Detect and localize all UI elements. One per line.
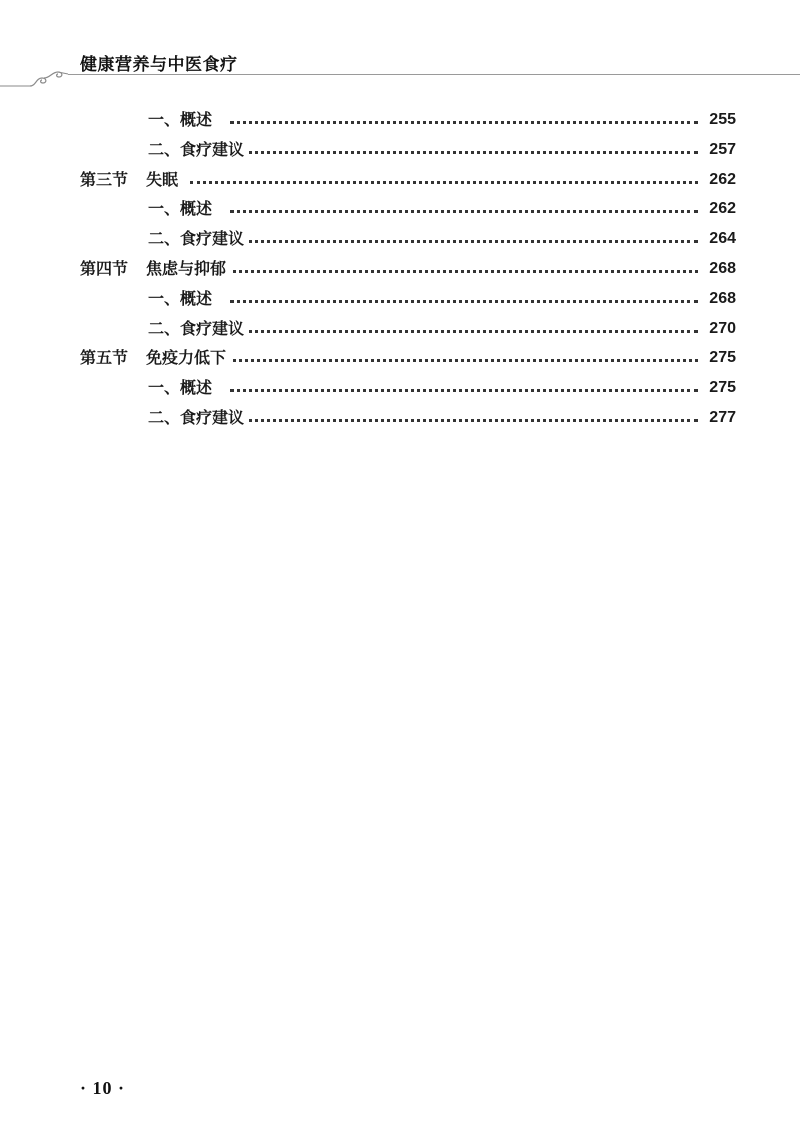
toc-entry-label: 二、食疗建议 [148, 405, 248, 431]
toc-leader-dots [230, 151, 698, 154]
toc-page-number: 275 [700, 345, 736, 371]
toc-subsection-row[interactable] [0, 286, 800, 312]
toc-page-number: 270 [700, 316, 736, 342]
running-header [0, 0, 800, 95]
page-number: · 10 · [80, 1078, 126, 1098]
toc-entry-label [80, 345, 230, 371]
toc-leader-dots [230, 389, 698, 392]
toc-page-number: 277 [700, 405, 736, 431]
toc-leader-dots [230, 121, 698, 124]
toc-leader-dots [230, 240, 698, 243]
toc-subsection-row[interactable] [0, 137, 800, 163]
toc-section-title: 免疫力低下 [146, 348, 227, 368]
cloud-ornament-icon [0, 62, 80, 92]
toc-subsection-row[interactable] [0, 375, 800, 401]
toc-page-number: 268 [700, 286, 736, 312]
toc-page-number: 255 [700, 107, 736, 133]
toc-leader-dots [230, 419, 698, 422]
toc-entry-label [80, 256, 230, 282]
toc-entry-label: 二、食疗建议 [148, 316, 248, 342]
toc-subsection-row[interactable] [0, 405, 800, 431]
toc-leader-dots [190, 270, 698, 273]
toc-subsection-row[interactable] [0, 107, 800, 133]
toc-page-number: 262 [700, 196, 736, 222]
toc-section-row[interactable] [0, 256, 800, 282]
toc-entry-label: 一、概述 [148, 375, 216, 401]
toc-section-number: 第三节 [80, 169, 129, 189]
toc-section-row[interactable] [0, 167, 800, 193]
toc-section-title: 失眠 [146, 169, 179, 189]
toc-page-number: 262 [700, 167, 736, 193]
toc-entry-label: 一、概述 [148, 286, 216, 312]
toc-section-number: 第四节 [80, 259, 129, 278]
toc-page-number: 268 [700, 256, 736, 282]
toc-leader-dots [230, 300, 698, 303]
toc-entry-label: 一、概述 [148, 107, 216, 133]
toc-leader-dots [230, 330, 698, 333]
toc-page-number: 264 [700, 226, 736, 252]
toc-entry-label [80, 167, 182, 193]
toc-entry-label: 二、食疗建议 [148, 137, 248, 163]
toc-subsection-row[interactable] [0, 196, 800, 222]
toc-entry-label: 二、食疗建议 [148, 226, 248, 252]
toc-section-row[interactable] [0, 345, 800, 371]
toc-leader-dots [190, 181, 698, 184]
toc-page-number: 275 [700, 375, 736, 401]
toc-entry-label: 一、概述 [148, 196, 216, 222]
toc-leader-dots [230, 210, 698, 213]
toc-leader-dots [190, 359, 698, 362]
book-title: 健康营养与中医食疗 [80, 55, 238, 75]
toc-section-title: 焦虑与抑郁 [146, 259, 227, 278]
toc-subsection-row[interactable] [0, 226, 800, 252]
toc-subsection-row[interactable] [0, 316, 800, 342]
toc-page-number: 257 [700, 137, 736, 163]
header-rule [68, 74, 800, 75]
toc-section-number: 第五节 [80, 348, 129, 368]
